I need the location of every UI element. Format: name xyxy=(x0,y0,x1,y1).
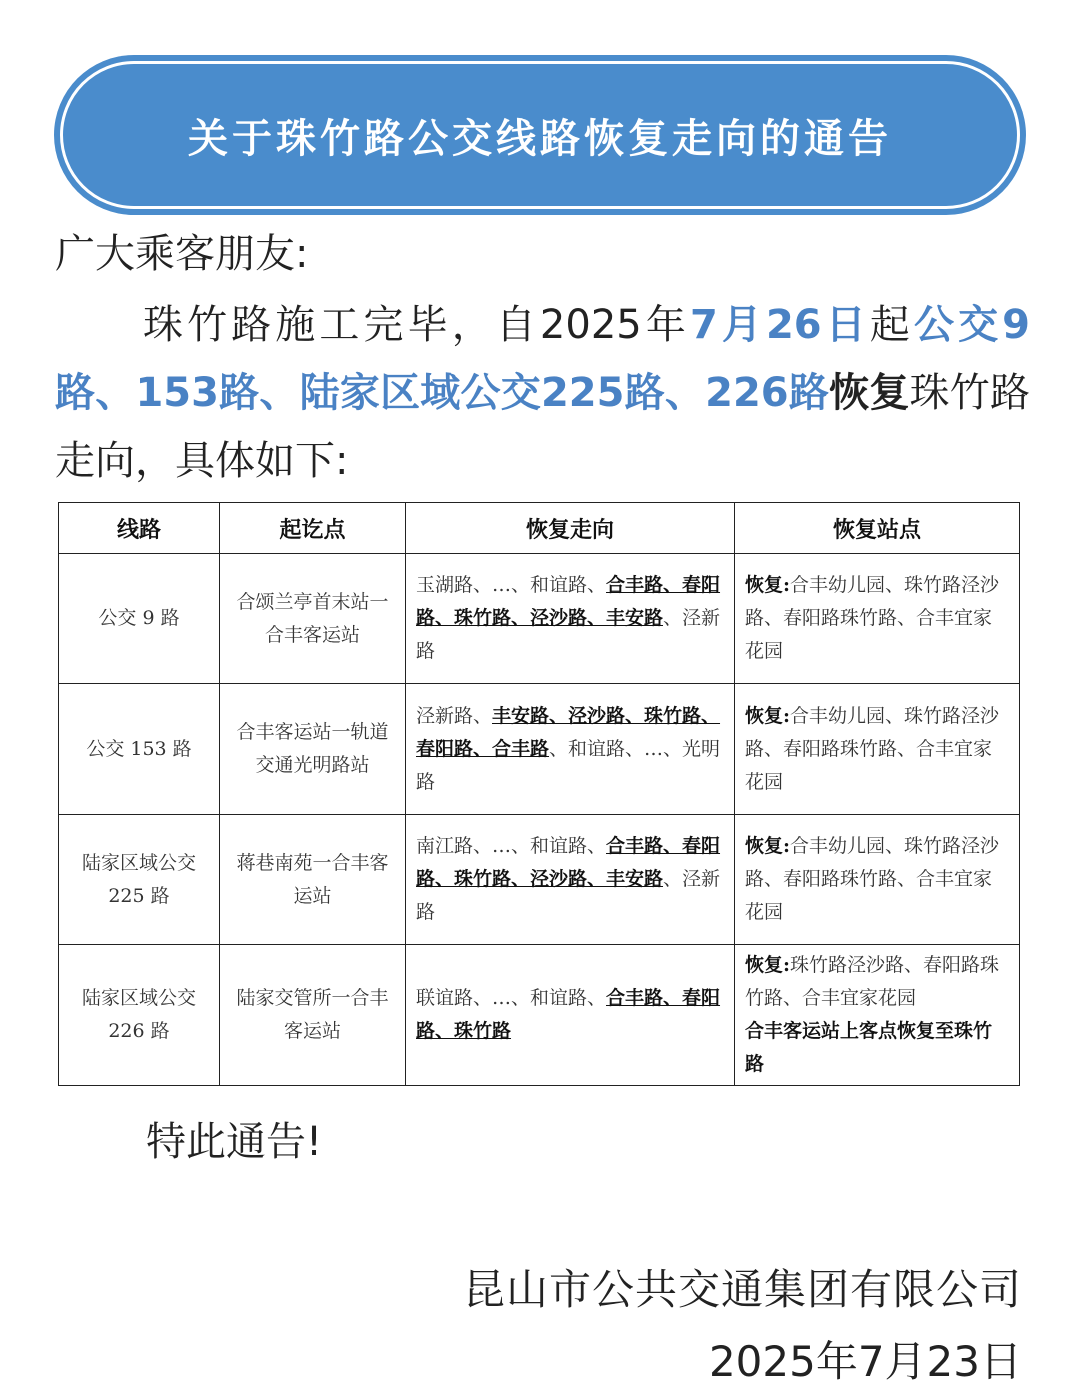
stations-label: 恢复: xyxy=(745,704,791,727)
body-text-from: 起 xyxy=(869,302,914,348)
title-banner-frame xyxy=(60,61,1020,209)
notice-body xyxy=(55,291,1030,495)
closing-text: 特此通告! xyxy=(146,1119,323,1165)
cell-line: 公交 153 路 xyxy=(59,684,220,815)
route-table xyxy=(58,502,1020,1086)
direction-pre: 玉湖路、…、和谊路、 xyxy=(416,574,607,596)
stations-list: 珠竹路泾沙路、春阳路珠竹路、合丰宜家花园 xyxy=(745,954,1000,1009)
cell-direction xyxy=(406,684,735,815)
cell-stations xyxy=(735,554,1020,684)
restore-word: 恢复 xyxy=(829,370,910,416)
header-line: 线路 xyxy=(59,503,220,554)
effective-date: 7月26日 xyxy=(689,302,870,348)
cell-stations xyxy=(735,684,1020,815)
table-row xyxy=(59,684,1020,815)
table-row xyxy=(59,815,1020,945)
header-endpoints: 起讫点 xyxy=(220,503,406,554)
cell-endpoints: 合丰客运站一轨道交通光明路站 xyxy=(220,684,406,815)
cell-line: 公交 9 路 xyxy=(59,554,220,684)
cell-direction xyxy=(406,815,735,945)
stations-label: 恢复: xyxy=(745,835,791,857)
body-text-intro: 珠竹路施工完毕，自2025年 xyxy=(143,302,690,348)
stations-list: 合丰幼儿园、珠竹路泾沙路、春阳路珠竹路、合丰宜家花园 xyxy=(745,704,1000,793)
issuer-name: 昆山市公共交通集团有限公司 xyxy=(462,1265,1022,1314)
salutation: 广大乘客朋友: xyxy=(55,231,309,277)
issue-date: 2025年7月23日 xyxy=(708,1337,1022,1386)
direction-restored: 合丰路、春阳路、珠竹路、泾沙路、丰安路 xyxy=(416,835,721,890)
cell-endpoints: 陆家交管所一合丰客运站 xyxy=(220,945,406,1086)
direction-restored: 丰安路、泾沙路、珠竹路、春阳路、合丰路 xyxy=(416,704,721,760)
affected-routes: 公交9路、153路、陆家区域公交225路、226路 xyxy=(55,302,1031,416)
header-stations: 恢复站点 xyxy=(735,503,1020,554)
stations-list: 合丰幼儿园、珠竹路泾沙路、春阳路珠竹路、合丰宜家花园 xyxy=(745,835,1000,923)
direction-post: 、和谊路、…、光明路 xyxy=(416,737,721,793)
notice-title: 关于珠竹路公交线路恢复走向的通告 xyxy=(188,115,892,162)
cell-direction xyxy=(406,945,735,1086)
direction-pre: 南江路、…、和谊路、 xyxy=(416,835,607,857)
cell-direction xyxy=(406,554,735,684)
cell-line: 陆家区域公交 225 路 xyxy=(59,815,220,945)
table-row xyxy=(59,554,1020,684)
cell-endpoints: 蒋巷南苑一合丰客运站 xyxy=(220,815,406,945)
stations-list: 合丰幼儿园、珠竹路泾沙路、春阳路珠竹路、合丰宜家花园 xyxy=(745,574,1000,662)
cell-stations xyxy=(735,815,1020,945)
body-text-end: 珠竹路走向，具体如下: xyxy=(55,370,1030,484)
direction-post: 、泾新路 xyxy=(416,607,721,662)
cell-stations xyxy=(735,945,1020,1086)
direction-pre: 联谊路、…、和谊路、 xyxy=(416,987,607,1009)
direction-pre: 泾新路、 xyxy=(416,704,493,727)
cell-endpoints: 合颂兰亭首末站一合丰客运站 xyxy=(220,554,406,684)
stations-label: 恢复: xyxy=(745,954,791,976)
table-row xyxy=(59,945,1020,1086)
title-banner xyxy=(54,55,1026,215)
stations-label: 恢复: xyxy=(745,574,791,596)
direction-post: 、泾新路 xyxy=(416,868,721,923)
direction-restored: 合丰路、春阳路、珠竹路 xyxy=(416,987,721,1042)
stations-note: 合丰客运站上客点恢复至珠竹路 xyxy=(745,1020,993,1075)
direction-restored: 合丰路、春阳路、珠竹路、泾沙路、丰安路 xyxy=(416,574,721,629)
table-header-row xyxy=(59,503,1020,554)
header-direction: 恢复走向 xyxy=(406,503,735,554)
cell-line: 陆家区域公交 226 路 xyxy=(59,945,220,1086)
